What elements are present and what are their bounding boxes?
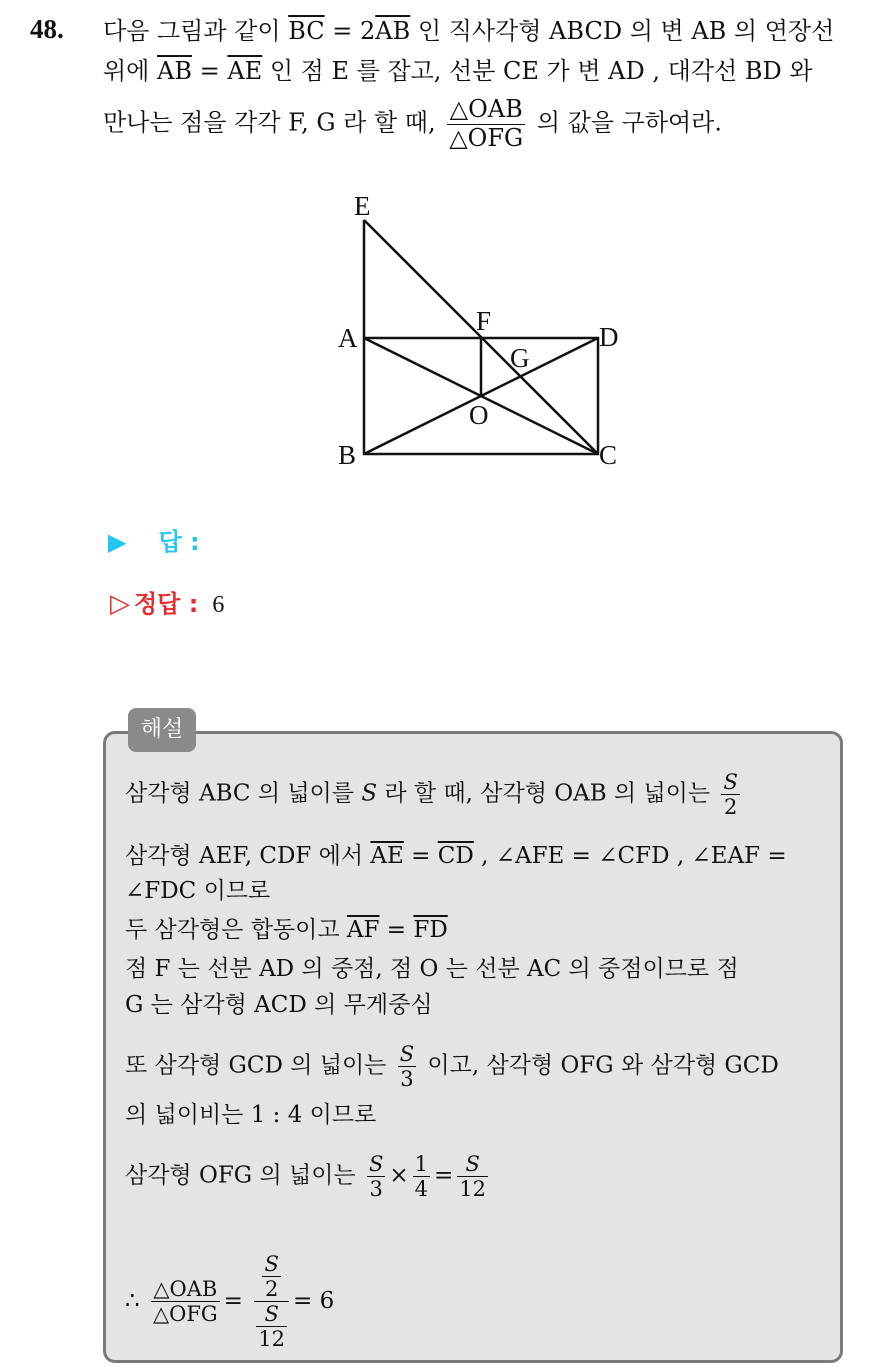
answer-label: 답 : (158, 528, 200, 556)
problem-line-1 (103, 16, 834, 46)
solution-line-4 (125, 915, 448, 945)
text: = 2 (324, 17, 376, 45)
segment-ae: $\overline{AE}$ (227, 57, 263, 85)
complex-fraction (254, 1252, 289, 1352)
correct-answer (110, 584, 224, 619)
text: 두 삼각형은 합동이고 (125, 917, 347, 943)
text: 의 값을 구하여라. (529, 108, 722, 137)
correct-answer-label: 정답 : (134, 590, 199, 618)
fraction-numerator: S (399, 1042, 415, 1066)
label-d: D (599, 322, 619, 352)
complex-numerator (254, 1252, 289, 1302)
text: 삼각형 ABC 의 넓이를 (125, 780, 362, 807)
fraction-s-over-3 (398, 1042, 416, 1091)
text: 인 점 E 를 잡고, 선분 CE 가 변 AD , 대각선 BD 와 (262, 57, 813, 85)
therefore-sign: ∴ (125, 1287, 140, 1314)
label-o: O (469, 400, 489, 430)
fraction-1-over-4 (413, 1152, 430, 1201)
label-f: F (476, 306, 492, 336)
fraction-s-over-2 (721, 770, 739, 819)
label-b: B (338, 440, 357, 470)
times-sign: × (389, 1162, 409, 1189)
play-triangle-icon: ▶ (108, 528, 127, 556)
solution-line-10 (125, 1252, 334, 1352)
solution-line-1 (125, 770, 744, 819)
fraction-numerator: △OAB (151, 1277, 220, 1302)
correct-answer-value: 6 (212, 592, 225, 618)
equals-sign: = (223, 1287, 243, 1314)
label-g: G (510, 343, 530, 373)
var-s: S (361, 780, 378, 807)
solution-line-6: G 는 삼각형 ACD 의 무게중심 (125, 992, 433, 1018)
text: 삼각형 OFG 의 넓이는 (125, 1162, 363, 1189)
fraction-s-over-2 (262, 1252, 280, 1301)
fraction-numerator: △OAB (447, 96, 525, 125)
geometry-figure (330, 185, 630, 475)
text: 다음 그림과 같이 (103, 17, 289, 45)
fraction-denominator: △OFG (152, 1302, 218, 1327)
fraction-numerator: S (264, 1252, 279, 1276)
problem-number: 48. (30, 14, 64, 44)
text: = (379, 917, 414, 943)
label-a: A (338, 323, 358, 353)
text: , ∠AFE = ∠CFD , ∠EAF = (473, 843, 787, 869)
fraction-denominator: 2 (723, 795, 738, 820)
text: = (403, 843, 438, 869)
problem-line-3 (103, 96, 722, 152)
fraction-numerator: S (256, 1302, 287, 1327)
fraction-denominator: 12 (459, 1177, 487, 1202)
segment-bc: $\overline{BC}$ (288, 17, 325, 45)
ratio-fraction (447, 96, 525, 152)
solution-line-7 (125, 1042, 779, 1091)
fraction-denominator: △OFG (449, 123, 524, 152)
problem-line-2 (103, 56, 813, 86)
text: 인 직사각형 ABCD 의 변 AB 의 연장선 (410, 17, 835, 45)
fraction-s-over-3 (367, 1152, 385, 1201)
fraction-numerator: S (457, 1152, 488, 1177)
text: 삼각형 AEF, CDF 에서 (125, 843, 371, 869)
segment-af: $\overline{AF}$ (346, 917, 380, 943)
fraction-denominator: 2 (264, 1277, 279, 1302)
text: 만나는 점을 각각 F, G 라 할 때, (103, 108, 444, 137)
outline-triangle-icon: ▷ (110, 589, 130, 619)
ratio-fraction (151, 1277, 220, 1326)
fraction-s-over-12 (256, 1302, 287, 1351)
segment-fd: $\overline{FD}$ (413, 917, 448, 943)
fraction-denominator: 4 (414, 1177, 429, 1202)
text: = (191, 57, 228, 85)
text: 이고, 삼각형 OFG 와 삼각형 GCD (420, 1052, 779, 1079)
complex-denominator (254, 1302, 289, 1351)
fraction-numerator: S (723, 770, 738, 794)
fraction-numerator: S (368, 1152, 384, 1176)
answer-prompt (108, 522, 200, 557)
fraction-s-over-12 (457, 1152, 488, 1201)
segment-ab: $\overline{AB}$ (157, 57, 192, 85)
solution-line-8: 의 넓이비는 1 : 4 이므로 (125, 1102, 377, 1128)
segment-cd: $\overline{CD}$ (437, 843, 474, 869)
label-e: E (354, 191, 371, 221)
text: 라 할 때, 삼각형 OAB 의 넓이는 (377, 780, 718, 807)
segment-ae: $\overline{AE}$ (370, 843, 404, 869)
fraction-numerator: 1 (414, 1152, 429, 1176)
solution-line-9 (125, 1152, 492, 1201)
solution-line-3: ∠FDC 이므로 (125, 878, 271, 904)
solution-tag: 해설 (128, 708, 196, 752)
result-value: = 6 (293, 1287, 335, 1314)
fraction-denominator: 12 (258, 1327, 285, 1352)
segment-ab: $\overline{AB}$ (375, 17, 411, 45)
equals-sign: = (434, 1162, 454, 1189)
label-c: C (599, 440, 618, 470)
text: 또 삼각형 GCD 의 넓이는 (125, 1052, 394, 1079)
fraction-denominator: 3 (400, 1067, 414, 1092)
text: 위에 (103, 57, 157, 85)
solution-line-2 (125, 841, 787, 871)
fraction-denominator: 3 (369, 1177, 383, 1202)
solution-line-5: 점 F 는 선분 AD 의 중점, 점 O 는 선분 AC 의 중점이므로 점 (125, 956, 739, 982)
